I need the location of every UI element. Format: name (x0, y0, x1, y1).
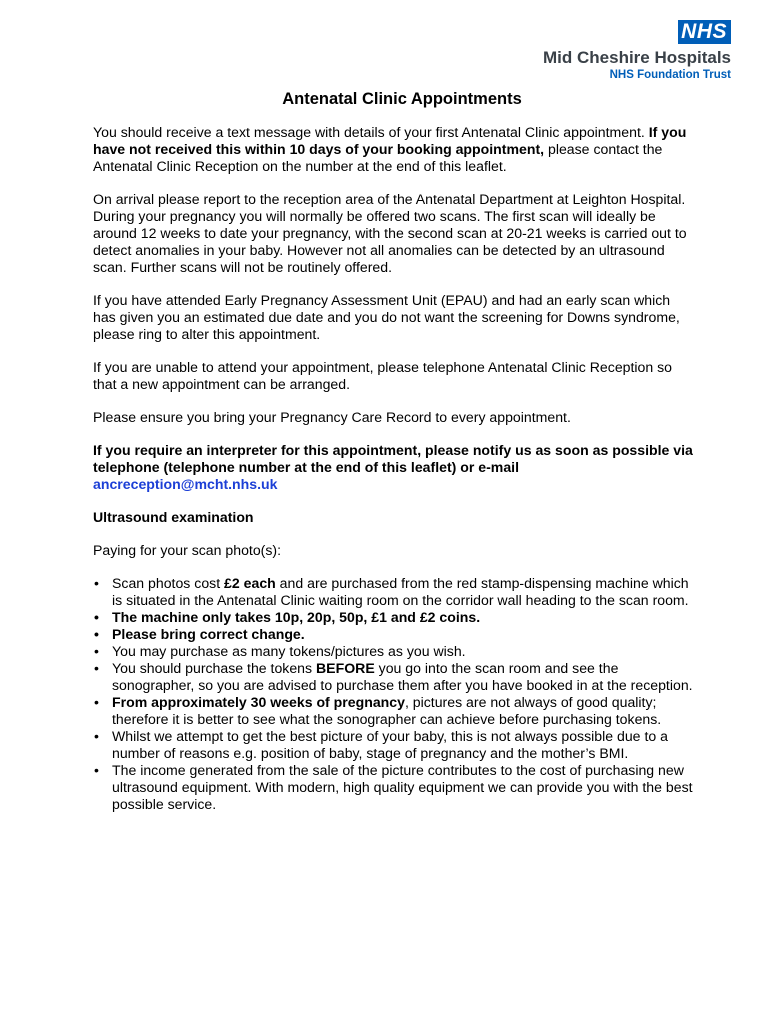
nhs-badge: NHS (678, 20, 731, 44)
list-item-text: , pictures are not always of good quality; therefore it is better to see what the sonographer can achieve before purchasing tokens. (112, 694, 662, 727)
organisation-name: Mid Cheshire Hospitals (543, 48, 731, 67)
emphasis-text: BEFORE (316, 660, 375, 676)
scan-photo-list (93, 575, 693, 813)
intro-text-end: please contact the Antenatal Clinic Reception on the number at the end of this leaflet. (93, 141, 663, 174)
list-item-text: You should purchase the tokens (112, 660, 316, 676)
unable-attend-paragraph: If you are unable to attend your appointment, please telephone Antenatal Clinic Reception so that a new appointment can be arranged. (93, 359, 673, 392)
arrival-paragraph: On arrival please report to the reception area of the Antenatal Department at Leighton Hospital. During your pregnancy you will normally be offered two scans. The first scan will ideally be around 12 weeks to date your pregnancy, with the second scan at 20-21 weeks is carried out to detect anomalies in your baby. However not all anomalies can be detected by an ultrasound scan. Further scans will not be routinely offered. (93, 191, 687, 275)
care-record-paragraph: Please ensure you bring your Pregnancy Care Record to every appointment. (93, 409, 571, 425)
list-item (93, 694, 693, 728)
list-item: • Please bring correct change. (93, 626, 693, 643)
page-title: Antenatal Clinic Appointments (282, 90, 522, 108)
emphasis-text: From approximately 30 weeks of pregnancy (112, 694, 405, 710)
list-item: • The machine only takes 10p, 20p, 50p, £1 and £2 coins. (93, 609, 693, 626)
list-item-text: Scan photos cost (112, 575, 225, 591)
paying-intro: Paying for your scan photo(s): (93, 542, 282, 558)
organisation-subtitle: NHS Foundation Trust (609, 69, 731, 81)
interpreter-paragraph (93, 442, 693, 493)
nhs-logo (543, 20, 731, 82)
list-item: • The income generated from the sale of the picture contributes to the cost of purchasing new ultrasound equipment. With modern, high quality equipment we can provide you with the best possible service. (93, 762, 693, 813)
intro-text: You should receive a text message with details of your first Antenatal Clinic appointment. (93, 124, 649, 140)
list-item: • Whilst we attempt to get the best picture of your baby, this is not always possible due to a number of reasons e.g. position of baby, stage of pregnancy and the mother’s BMI. (93, 728, 693, 762)
list-item-text: and are purchased from the red stamp-dispensing machine which is situated in the Antenatal Clinic waiting room on the corridor wall heading to the scan room. (112, 575, 689, 608)
email-link[interactable]: ancreception@mcht.nhs.uk (93, 476, 278, 492)
leaflet-body (93, 89, 693, 813)
epau-paragraph: If you have attended Early Pregnancy Assessment Unit (EPAU) and had an early scan which has given you an estimated due date and you do not want the screening for Downs syndrome, please ring to alter this appointment. (93, 292, 680, 342)
interpreter-text: If you require an interpreter for this appointment, please notify us as soon as possible via telephone (telephone number at the end of this leaflet) or e-mail (93, 442, 693, 475)
intro-paragraph (93, 124, 693, 175)
intro-bold-text: If you have not received this within 10 days of your booking appointment, (93, 124, 687, 157)
list-item (93, 575, 693, 609)
price-text: £2 each (224, 575, 276, 591)
list-item (93, 660, 693, 694)
ultrasound-heading: Ultrasound examination (93, 509, 254, 525)
list-item-text: you go into the scan room and see the sonographer, so you are advised to purchase them after you have booked in at the reception. (112, 660, 693, 693)
list-item: • You may purchase as many tokens/pictures as you wish. (93, 643, 693, 660)
